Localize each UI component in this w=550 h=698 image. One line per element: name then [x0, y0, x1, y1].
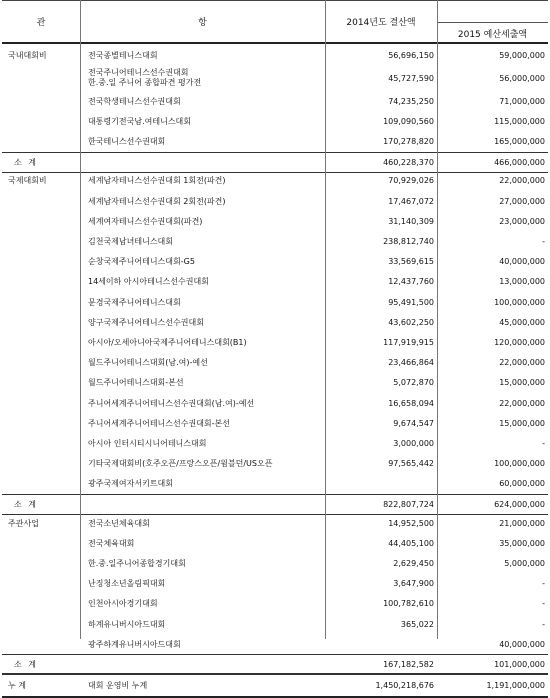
item-settled: 9,674,547	[393, 418, 434, 428]
table-row	[2, 634, 548, 654]
total-label: 누 계	[8, 680, 26, 690]
table-row	[2, 393, 548, 413]
item-settled: 56,696,150	[388, 50, 434, 60]
table-row	[2, 433, 548, 453]
item-name: 세계남자테니스선수권대회 2회전(파견)	[88, 196, 226, 206]
subtotal-label: 소 계	[14, 500, 38, 509]
item-name-line: 전국주니어테니스선수권대회	[88, 68, 189, 78]
table-row	[2, 332, 548, 352]
item-settled: 365,022	[400, 619, 434, 629]
item-name: 14세이하 아시아테니스선수권대회	[88, 277, 209, 287]
table-row	[2, 594, 548, 614]
item-name: 주니어세계주니어테니스선수권대회-본선	[88, 418, 230, 428]
table-row	[2, 474, 548, 494]
item-name: 양구국제주니어테니스선수권대회	[88, 317, 204, 327]
international-category-label: 국제대회비	[8, 176, 47, 186]
item-budget: -	[542, 599, 545, 609]
item-name: 광주국제여자서키트대회	[88, 479, 174, 489]
item-settled: 3,000,000	[393, 438, 434, 448]
item-settled: 3,647,900	[393, 579, 434, 589]
item-budget: 23,000,000	[499, 216, 545, 226]
header-category: 관	[36, 18, 46, 28]
item-budget: 45,000,000	[499, 317, 545, 327]
subtotal-budget: 466,000,000	[494, 157, 545, 167]
subtotal-budget: 624,000,000	[494, 500, 545, 509]
item-budget: 13,000,000	[499, 277, 545, 287]
item-name: 아시아/오세아니아국제주니어테니스대회(B1)	[88, 337, 247, 347]
column-divider	[325, 0, 326, 639]
table-header	[2, 0, 548, 44]
international-subtotal-row	[2, 494, 548, 515]
item-budget: -	[542, 438, 545, 448]
hosted-category-label: 주관사업	[8, 518, 39, 528]
item-budget: 21,000,000	[499, 518, 545, 528]
subtotal-settled: 460,228,370	[383, 157, 434, 167]
item-settled: 44,405,100	[388, 538, 434, 548]
table-row	[2, 91, 548, 111]
item-budget: 59,000,000	[499, 50, 545, 60]
item-settled	[325, 474, 434, 494]
table-row	[2, 171, 548, 191]
item-budget: 71,000,000	[499, 96, 545, 106]
hosted-subtotal-row	[2, 654, 548, 675]
item-settled: 33,569,615	[388, 257, 434, 267]
subtotal-budget: 101,000,000	[494, 660, 545, 670]
table-row	[2, 353, 548, 373]
item-name: 전국소년체육대회	[88, 518, 150, 528]
item-settled: 5,072,870	[393, 378, 434, 388]
total-item: 대회 운영비 누계	[88, 680, 148, 690]
item-settled: 16,658,094	[388, 398, 434, 408]
item-settled: 17,467,072	[388, 196, 434, 206]
total-settled: 1,450,218,676	[375, 680, 434, 690]
item-settled: 100,782,610	[383, 599, 434, 609]
subtotal-label: 소 계	[14, 157, 38, 167]
item-budget: 35,000,000	[499, 538, 545, 548]
item-settled: 45,727,590	[388, 73, 434, 83]
item-settled: 31,140,309	[388, 216, 434, 226]
item-budget: 5,000,000	[504, 558, 545, 568]
grand-total-row	[2, 673, 548, 698]
item-name-line: 한.중.일 주니어 종합파견 평가전	[88, 78, 202, 88]
table-row	[2, 614, 548, 634]
table-row	[2, 553, 548, 573]
table-row	[2, 132, 548, 152]
item-settled: 74,235,250	[388, 96, 434, 106]
item-budget: -	[542, 579, 545, 589]
item-budget: 60,000,000	[499, 479, 545, 489]
item-name: 월드주니어테니스대회-본선	[88, 378, 184, 388]
item-budget: 15,000,000	[499, 418, 545, 428]
table-row	[2, 292, 548, 312]
table-row	[2, 533, 548, 553]
item-name: 주니어세계주니어테니스선수권대회(남.여)-예선	[88, 398, 255, 408]
budget-table	[2, 0, 548, 690]
header-budget: 2015 예산세출액	[437, 22, 548, 43]
domestic-category-label: 국내대회비	[8, 50, 47, 60]
item-settled: 2,629,450	[393, 558, 434, 568]
item-name: 한.중.일주니어종합경기대회	[88, 558, 186, 568]
item-settled: 14,952,500	[388, 518, 434, 528]
item-budget: -	[542, 619, 545, 629]
item-name	[88, 65, 323, 91]
table-row	[2, 574, 548, 594]
item-name: 인천아시아경기대회	[88, 599, 158, 609]
item-budget: 100,000,000	[494, 297, 545, 307]
item-settled: 117,919,915	[383, 337, 434, 347]
table-row	[2, 454, 548, 474]
table-row	[2, 373, 548, 393]
table-row	[2, 191, 548, 211]
header-budget-cell	[437, 1, 548, 42]
subtotal-settled: 167,182,582	[383, 660, 434, 670]
item-name: 기타국제대회비(호주오픈/프랑스오픈/윔블던/US오픈	[88, 459, 273, 469]
item-name: 대통령기전국남.여테니스대회	[88, 116, 192, 126]
item-budget: 120,000,000	[494, 337, 545, 347]
item-name: 광주하계유니버시아드대회	[88, 639, 181, 649]
table-row	[2, 231, 548, 251]
total-budget: 1,191,000,000	[486, 680, 545, 690]
column-divider	[80, 0, 81, 639]
item-settled: 43,602,250	[388, 317, 434, 327]
item-name: 아시아 인터시티시니어테니스대회	[88, 438, 207, 448]
item-budget: 100,000,000	[494, 459, 545, 469]
item-budget: 165,000,000	[494, 137, 545, 147]
table-row	[2, 111, 548, 131]
item-budget: -	[542, 236, 545, 246]
item-name: 전국학생테니스선수권대회	[88, 96, 181, 106]
item-budget: 22,000,000	[499, 358, 545, 368]
item-name: 세계여자테니스선수권대회(파견)	[88, 216, 203, 226]
item-settled: 23,466,864	[388, 358, 434, 368]
item-name: 난징청소년올림픽대회	[88, 579, 166, 589]
column-divider	[437, 0, 438, 639]
item-name: 월드주니어테니스대회(남.여)-예선	[88, 358, 208, 368]
table-row	[2, 272, 548, 292]
item-budget: 40,000,000	[499, 257, 545, 267]
item-budget: 115,000,000	[494, 116, 545, 126]
item-settled: 109,090,560	[383, 116, 434, 126]
item-name: 전국종별테니스대회	[88, 50, 158, 60]
subtotal-label: 소 계	[14, 660, 38, 670]
table-row	[2, 252, 548, 272]
domestic-subtotal-row	[2, 152, 548, 173]
item-budget: 27,000,000	[499, 196, 545, 206]
item-budget: 22,000,000	[499, 398, 545, 408]
item-settled: 70,929,026	[388, 176, 434, 186]
item-settled: 97,565,442	[388, 459, 434, 469]
table-row	[2, 513, 548, 533]
table-row	[2, 312, 548, 332]
item-name: 문경국제주니어테니스대회	[88, 297, 181, 307]
item-budget: 22,000,000	[499, 176, 545, 186]
table-row	[2, 45, 548, 65]
subtotal-settled: 822,807,724	[383, 500, 434, 509]
item-name: 김천국제남녀테니스대회	[88, 236, 174, 246]
item-budget: 15,000,000	[499, 378, 545, 388]
item-budget: 40,000,000	[499, 639, 545, 649]
table-row	[2, 413, 548, 433]
item-budget: 56,000,000	[499, 73, 545, 83]
item-settled: 170,278,820	[383, 137, 434, 147]
item-settled: 12,437,760	[388, 277, 434, 287]
item-name: 한국테니스선수권대회	[88, 137, 166, 147]
table-row	[2, 65, 548, 91]
item-name: 세계남자테니스선수권대회 1회전(파견)	[88, 176, 226, 186]
table-row	[2, 211, 548, 231]
item-name: 전국체육대회	[88, 538, 135, 548]
item-name: 순창국제주니어테니스대회-G5	[88, 257, 195, 267]
item-settled: 238,812,740	[383, 236, 434, 246]
header-item: 항	[198, 18, 207, 28]
item-settled	[325, 634, 434, 654]
header-settled: 2014년도 결산액	[346, 18, 416, 28]
item-name: 하계유니버시아드대회	[88, 619, 166, 629]
item-settled: 95,491,500	[388, 297, 434, 307]
